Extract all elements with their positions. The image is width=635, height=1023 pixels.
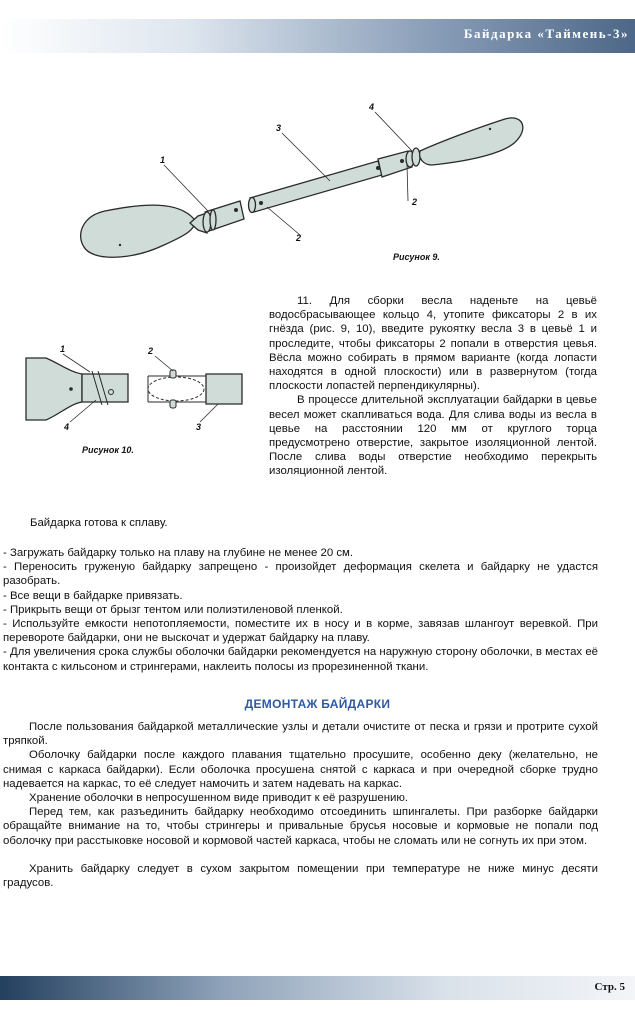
figure-9-paddle-diagram — [60, 95, 540, 275]
rule-item: - Загружать байдарку только на плаву на глубине не менее 20 см. — [3, 547, 354, 559]
footer-band — [0, 976, 635, 1000]
fig10-label-2: 2 — [148, 346, 154, 356]
rule-item: - Все вещи в байдарке привязать. — [3, 589, 183, 602]
fig9-label-1: 1 — [160, 155, 166, 165]
ready-statement: Байдарка готова к сплаву. — [30, 517, 168, 529]
rule-item: - Прикрыть вещи от брызг тентом или полиэтиленовой пленкой. — [3, 603, 343, 616]
fig10-label-4: 4 — [64, 422, 70, 432]
figure-10-shaft-detail — [20, 340, 255, 460]
fig10-label-1: 1 — [60, 344, 66, 354]
assembly-paragraph: В процессе длительной эксплуатации байдарки в цевье весел может скапливаться вода. Для слива воды из весла в цевье на расстоянии 120 мм от круглого торца предусмотрено отверстие, закрытое изоляционной лентой. После слива воды отверстие необходимо перекрыть изоляционной лентой. — [269, 394, 597, 478]
document-title: Байдарка «Таймень-3» — [463, 26, 629, 41]
rule-item: - Для увеличения срока службы оболочки байдарки рекомендуется на наружную сторону оболочки, в местах её контакта с кильсоном и стрингерами, наклеить полосы из прорезиненной ткани. — [3, 646, 598, 673]
page-number: Стр. 5 — [594, 981, 625, 993]
section-heading-disassembly: ДЕМОНТАЖ БАЙДАРКИ — [244, 697, 391, 711]
disassembly-paragraph: Оболочку байдарки после каждого плавания тщательно просушите, особенно деку (желательно, не снимая с каркаса байдарки). Если оболочка просушена снятой с каркаса и при очередной сборке трудно надевается на каркас, то её следует намочить и затем надевать на каркас. — [3, 749, 598, 790]
disassembly-paragraph: Хранение оболочки в непросушенном виде приводит к её разрушению. — [29, 792, 409, 805]
disassembly-paragraph: После пользования байдаркой металлические узлы и детали очистите от песка и грязи и протрите сухой тряпкой. — [3, 721, 598, 748]
assembly-text — [269, 294, 597, 479]
fig9-label-2b: 2 — [412, 197, 418, 207]
figure-9-caption: Рисунок 9. — [393, 252, 440, 262]
rule-item: - Переносить груженую байдарку запрещено - произойдет деформация скелета и байдарку не удастся разобрать. — [3, 561, 598, 588]
loading-rules-list — [3, 546, 598, 674]
figure-10-caption: Рисунок 10. — [82, 445, 134, 455]
fig9-label-3: 3 — [276, 123, 282, 133]
assembly-paragraph: 11. Для сборки весла наденьте на цевьё водосбрасывающее кольцо 4, утопите фиксаторы 2 в их гнёзда (рис. 9, 10), введите рукоятку весла 3 в цевьё 1 и проследите, чтобы фиксаторы 2 попали в отверстия цевья. Вёсла можно собирать в прямом варианте (когда лопасти находятся в одной плоскости) или в развернутом (тогда плоскости лопастей перпендикулярны). — [269, 295, 597, 393]
fig9-label-2a: 2 — [296, 233, 302, 243]
rule-item: - Используйте емкости непотопляемости, поместите их в носу и в корме, завязав шлангоут веревкой. При перевороте байдарки, они не выскочат и удержат байдарку на плаву. — [3, 618, 598, 645]
storage-paragraph: Хранить байдарку следует в сухом закрытом помещении при температуре не ниже минус десяти градусов. — [3, 862, 598, 890]
fig10-label-3: 3 — [196, 422, 202, 432]
disassembly-text — [3, 720, 598, 890]
header-band — [0, 19, 635, 53]
fig9-label-4: 4 — [369, 102, 375, 112]
disassembly-paragraph: Перед тем, как разъединить байдарку необходимо отсоединить шпингалеты. При разборке байдарки обращайте внимание на то, чтобы стрингеры и привальные брусья носовые и кормовые не попали под оболочку при расстыковке носовой и кормовой частей каркаса, чтобы не сломать или не согнуть их при этом. — [3, 806, 598, 847]
